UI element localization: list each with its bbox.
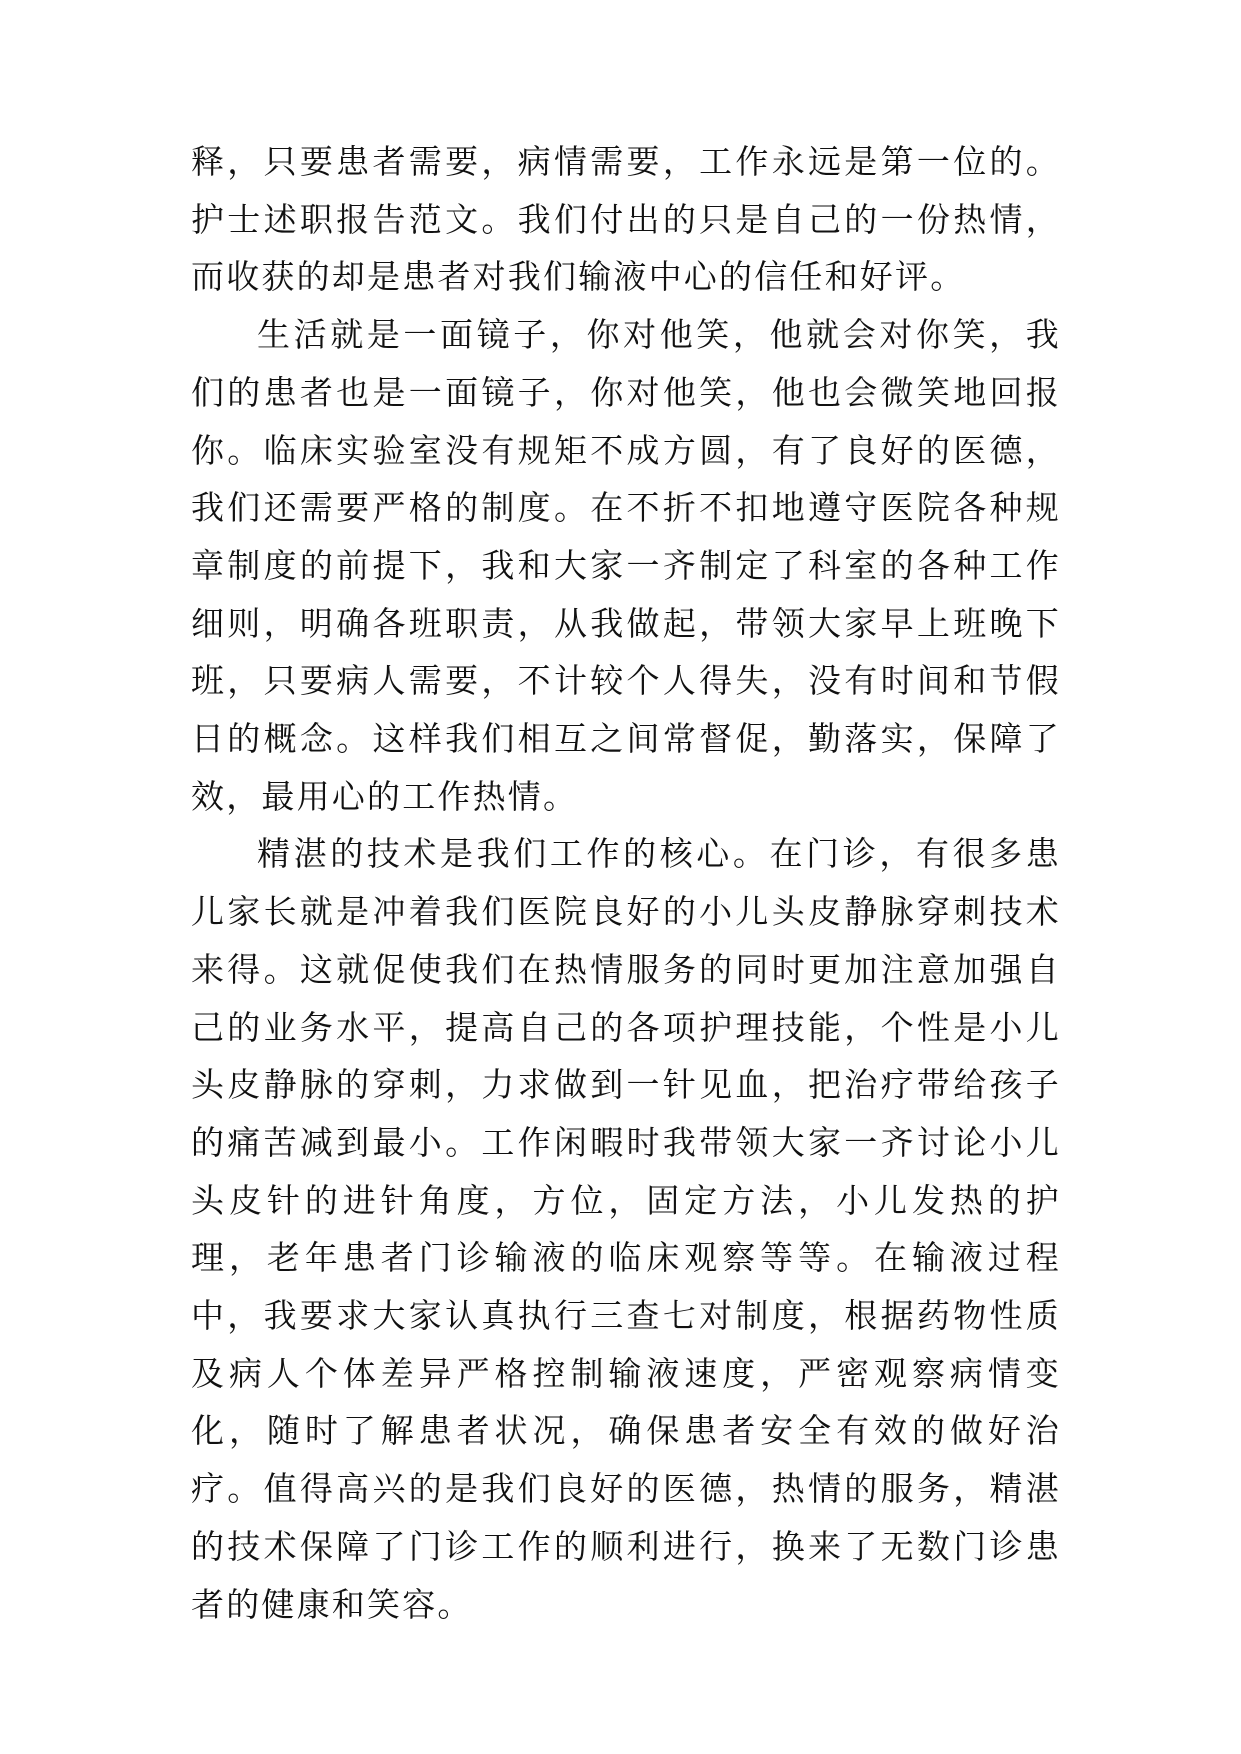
paragraph-continuation: 释，只要患者需要，病情需要，工作永远是第一位的。护士述职报告范文。我们付出的只是自己的一份热情，而收获的却是患者对我们输液中心的信任和好评。 bbox=[191, 142, 1061, 297]
paragraph-technique: 精湛的技术是我们工作的核心。在门诊，有很多患儿家长就是冲着我们医院良好的小儿头皮静脉穿刺技术来得。这就促使我们在热情服务的同时更加注意加强自己的业务水平，提高自己的各项护理技能，个性是小儿头皮静脉的穿刺，力求做到一针见血，把治疗带给孩子的痛苦减到最小。工作闲暇时我带领大家一齐讨论小儿头皮针的进针角度，方位，固定方法，小儿发热的护理，老年患者门诊输液的临床观察等等。在输液过程中，我要求大家认真执行三查七对制度，根据药物性质及病人个体差异严格控制输液速度，严密观察病情变化，随时了解患者状况，确保患者安全有效的做好治疗。值得高兴的是我们良好的医德，热情的服务，精湛的技术保障了门诊工作的顺利进行，换来了无数门诊患者的健康和笑容。 bbox=[191, 834, 1061, 1624]
paragraph-mirror: 生活就是一面镜子，你对他笑，他就会对你笑，我们的患者也是一面镜子，你对他笑，他也会微笑地回报你。临床实验室没有规矩不成方圆，有了良好的医德，我们还需要严格的制度。在不折不扣地遵守医院各种规章制度的前提下，我和大家一齐制定了科室的各种工作细则，明确各班职责，从我做起，带领大家早上班晚下班，只要病人需要，不计较个人得失，没有时间和节假日的概念。这样我们相互之间常督促，勤落实，保障了效，最用心的工作热情。 bbox=[191, 315, 1061, 816]
document-page bbox=[191, 133, 1061, 1633]
